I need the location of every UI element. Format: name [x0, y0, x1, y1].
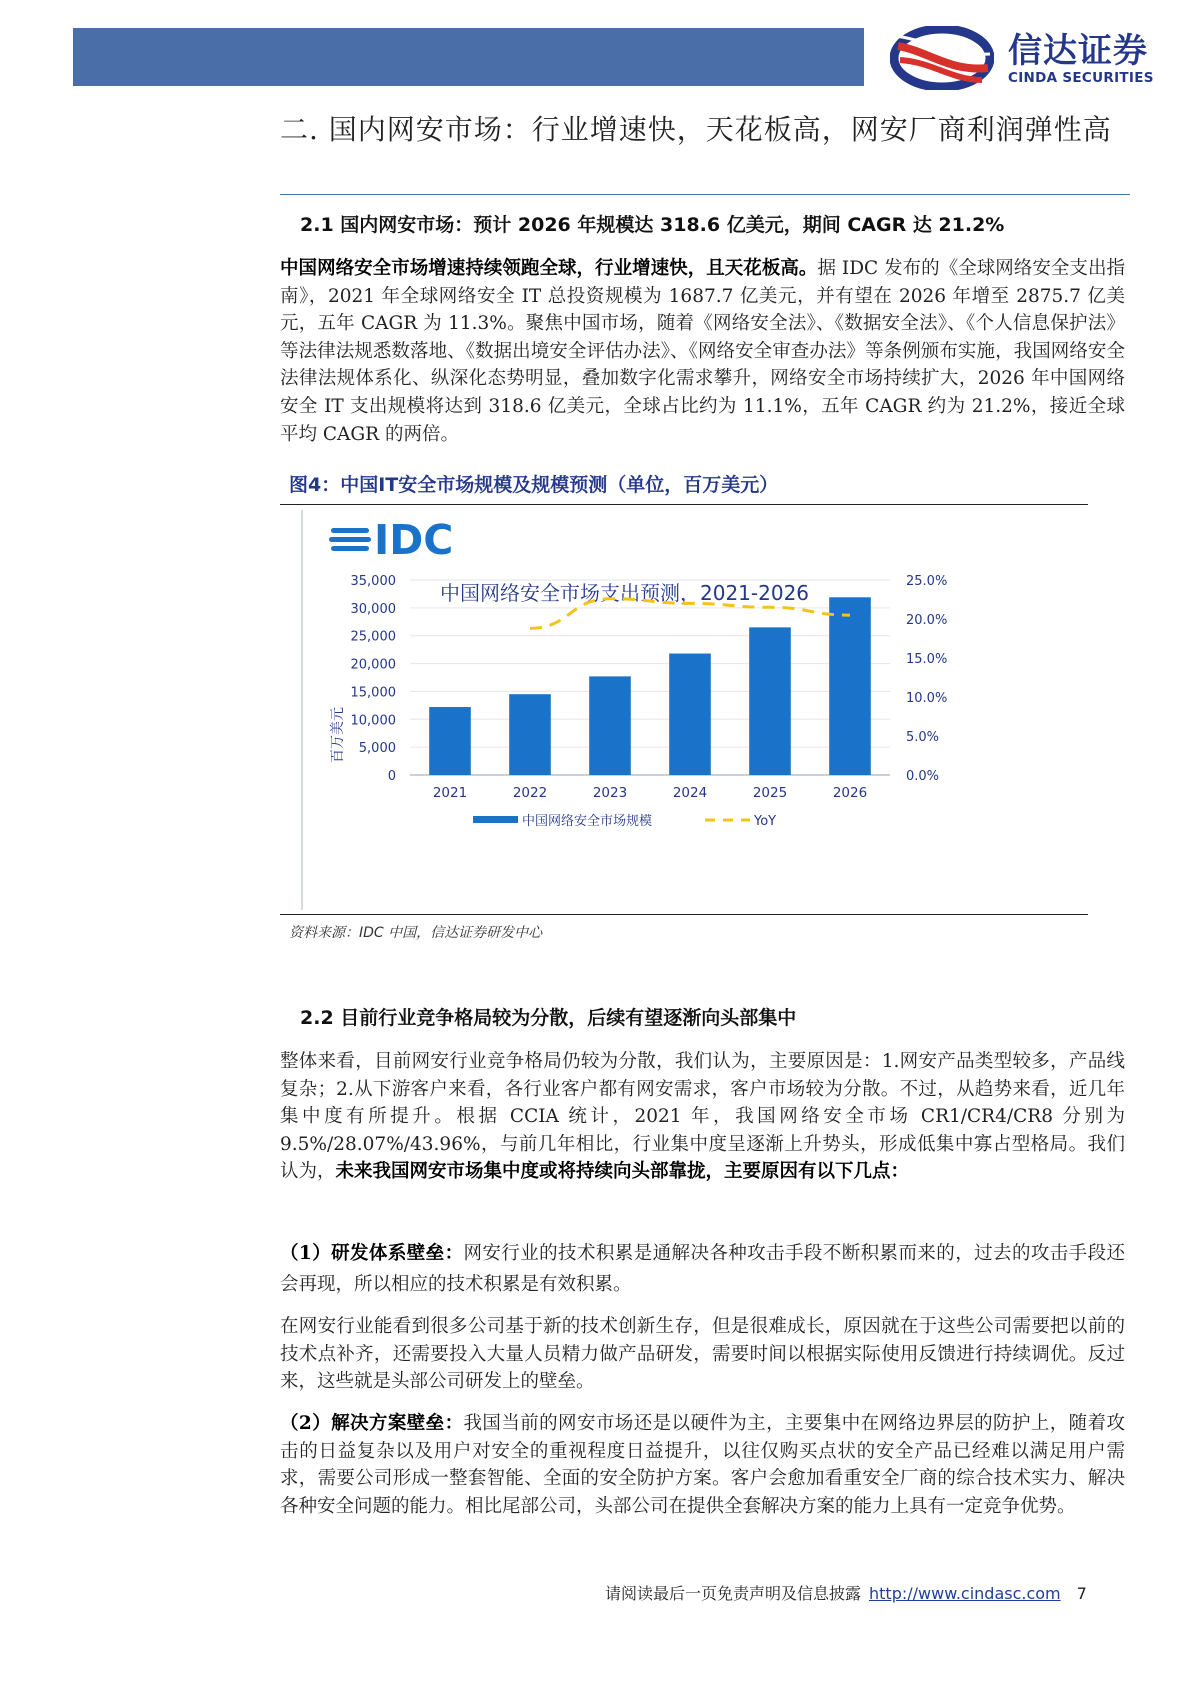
x-tick-label: 2026 [832, 785, 868, 801]
rd-barrier-label: （1）研发体系壁垒： [280, 1243, 464, 1264]
y-tick-label: 20,000 [350, 657, 396, 673]
company-logo [890, 26, 1180, 90]
header-bar [73, 28, 864, 86]
footer-disclaimer: 请阅读最后一页免责声明及信息披露 [605, 1584, 862, 1603]
paragraph-body: 据 IDC 发布的《全球网络安全支出指南》，2021 年全球网络安全 IT 总投资规模为 1687.7 亿美元，并有望在 2026 年增至 2875.7 亿美元，五年 CAGR 为 11.3%。聚焦中国市场，随着《网络安全法》、《数据安全法》、《个人信息保护法》等法律法规悉数落地、《数据出境安全评估办法》、《网络安全审查办法》等条例颁布实施，我国网络安全法律法规体系化、纵深化态势明显，叠加数字化需求攀升，网络安全市场持续扩大，2026 年中国网络安全 IT 支出规模将达到 318.6 亿美元，全球占比约为 11.1%，五年 CAGR 约为 21.2%，接近全球平均 CAGR 的两倍。 [280, 258, 1125, 445]
bar [429, 707, 471, 775]
bar [589, 676, 631, 775]
paragraph-solution-barrier [280, 1410, 1125, 1520]
bar [669, 654, 711, 775]
rd-barrier-text: 网安行业的技术积累是通解决各种攻击手段不断积累而来的，过去的攻击手段还会再现，所以相应的技术积累是有效积累。 [280, 1243, 1125, 1295]
legend-label-bar: 中国网络安全市场规模 [522, 814, 653, 829]
x-tick-label: 2023 [592, 785, 628, 801]
chart-legend [473, 813, 776, 829]
cinda-logo-icon [890, 26, 994, 90]
section-title-rule [280, 194, 1130, 195]
legend-swatch-bar [473, 816, 518, 823]
chart-title: 中国网络安全市场支出预测，2021-2026 [440, 581, 810, 605]
figure-top-rule [280, 504, 1088, 505]
subsection-heading-2-2: 2.2 目前行业竞争格局较为分散，后续有望逐渐向头部集中 [300, 1007, 797, 1029]
bar [829, 597, 871, 775]
x-tick-label: 2025 [752, 785, 788, 801]
y2-tick-label: 5.0% [906, 730, 940, 745]
x-tick-label: 2024 [672, 785, 708, 801]
y2-tick-label: 0.0% [906, 769, 940, 784]
y-tick-label: 10,000 [350, 713, 396, 729]
paragraph-competition-body: 整体来看，目前网安行业竞争格局仍较为分散，我们认为，主要原因是：1.网安产品类型较多，产品线复杂；2.从下游客户来看，各行业客户都有网安需求，客户市场较为分散。不过，从趋势来看，近几年集中度有所提升。根据 CCIA 统计，2021 年，我国网络安全市场 CR1/CR4/CR8 分别为 9.5%/28.07%/43.96%，与前几年相比，行业集中度呈逐渐上升势头，形成低集中寡占型格局。我们认为， [280, 1051, 1125, 1183]
solution-barrier-text: 我国当前的网安市场还是以硬件为主，主要集中在网络边界层的防护上，随着攻击的日益复杂以及用户对安全的重视程度日益提升，以往仅购买点状的安全产品已经难以满足用户需求，需要公司形成一整套智能、全面的安全防护方案。客户会愈加看重安全厂商的综合技术实力、解决各种安全问题的能力。相比尾部公司，头部公司在提供全套解决方案的能力上具有一定竞争优势。 [280, 1413, 1125, 1517]
bar [749, 627, 791, 775]
x-tick-label: 2022 [512, 785, 548, 801]
idc-logo [329, 516, 453, 564]
section-title: 二. 国内网安市场：行业增速快，天花板高，网安厂商利润弹性高 [280, 113, 1112, 146]
paragraph-market-overview [280, 255, 1125, 448]
x-tick-label: 2021 [432, 785, 468, 801]
paragraph-rd-barrier [280, 1238, 1125, 1300]
paragraph-competition [280, 1048, 1125, 1186]
y2-tick-label: 20.0% [906, 613, 948, 628]
page-footer [605, 1581, 1087, 1604]
y-tick-label: 15,000 [350, 685, 396, 701]
subsection-heading-2-1: 2.1 国内网安市场：预计 2026 年规模达 318.6 亿美元，期间 CAGR 达 21.2% [300, 214, 1005, 236]
paragraph-rd-barrier-detail: 在网安行业能看到很多公司基于新的技术创新生存，但是很难成长，原因就在于这些公司需要把以前的技术点补齐，还需要投入大量人员精力做产品研发，需要时间以根据实际使用反馈进行持续调优。反过来，这些就是头部公司研发上的壁垒。 [280, 1316, 1125, 1393]
footer-website-link[interactable]: http://www.cindasc.com [869, 1584, 1061, 1603]
y-tick-label: 25,000 [350, 629, 396, 645]
paragraph-competition-bold: 未来我国网安市场集中度或将持续向头部靠拢，主要原因有以下几点： [335, 1161, 910, 1183]
bar-series [429, 597, 871, 775]
legend-label-line: YoY [754, 814, 777, 829]
solution-barrier-label: （2）解决方案壁垒： [280, 1413, 464, 1434]
figure-title: 图4：中国IT安全市场规模及规模预测（单位，百万美元） [289, 474, 779, 496]
chart-container [280, 510, 1080, 910]
gridlines [410, 580, 890, 775]
logo-english-name: CINDA SECURITIES [1008, 70, 1154, 86]
paragraph-lead-bold: 中国网络安全市场增速持续领跑全球，行业增速快，且天花板高。 [280, 258, 818, 279]
y-axis-label: 百万美元 [330, 707, 346, 763]
figure-source: 资料来源：IDC 中国，信达证券研发中心 [289, 925, 543, 941]
y2-tick-label: 15.0% [906, 652, 948, 667]
y2-tick-label: 10.0% [906, 691, 948, 706]
bar [509, 694, 551, 775]
y-tick-label: 30,000 [350, 601, 396, 617]
idc-logo-text: IDC [374, 516, 454, 564]
logo-chinese-name: 信达证券 [1008, 31, 1148, 71]
y-tick-label: 0 [387, 769, 396, 784]
y2-tick-label: 25.0% [906, 574, 948, 589]
figure-bottom-rule [280, 914, 1088, 915]
y-tick-label: 35,000 [350, 574, 396, 589]
y-tick-label: 5,000 [358, 741, 396, 757]
page-number: 7 [1076, 1584, 1087, 1603]
